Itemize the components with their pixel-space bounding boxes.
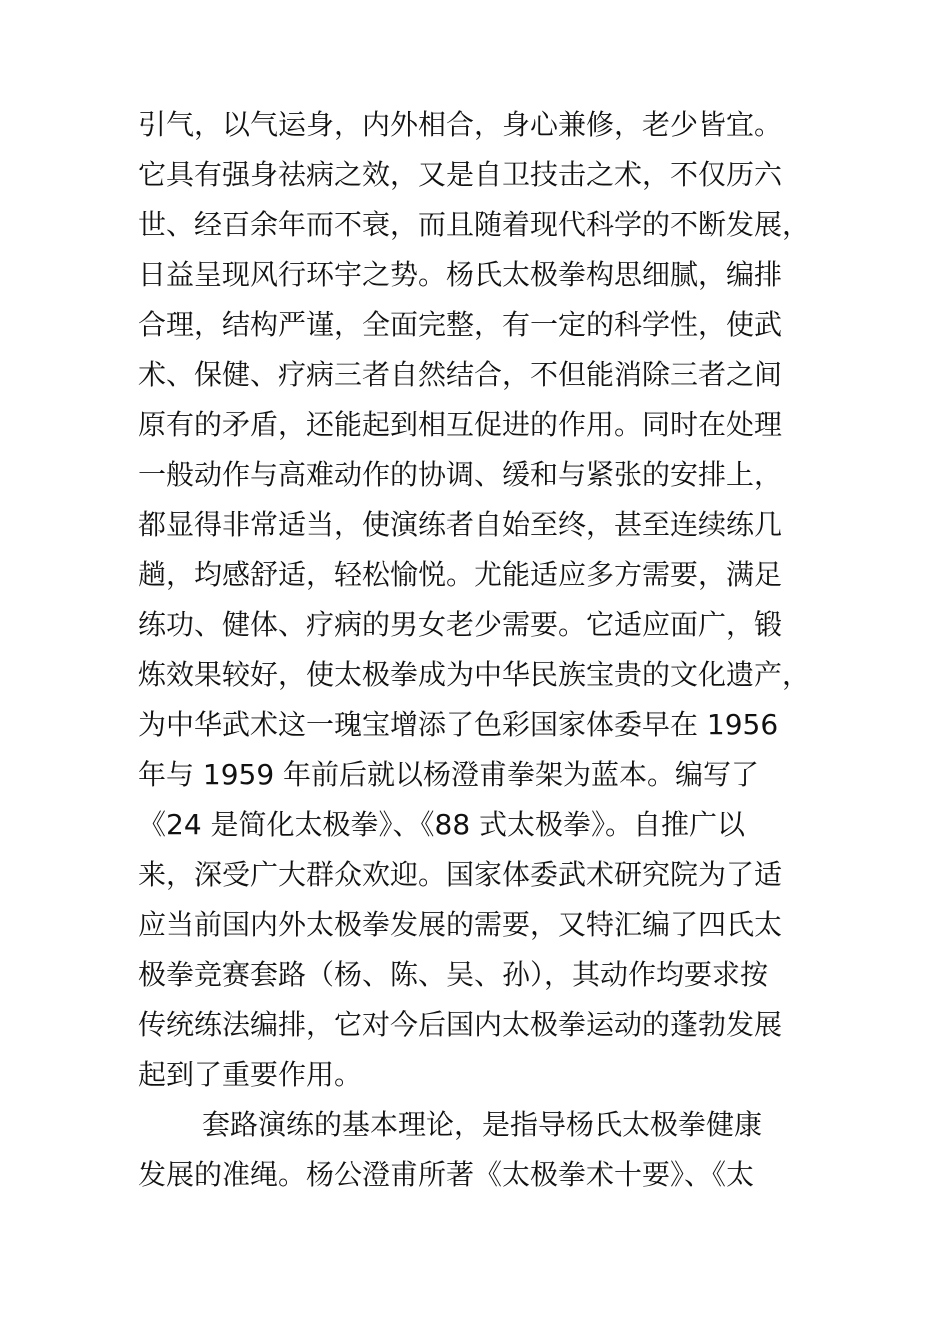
text-line: 极拳竞赛套路（杨、陈、吴、孙），其动作均要求按 (138, 958, 769, 991)
text-line: 都显得非常适当，使演练者自始至终，甚至连续练几 (138, 508, 783, 541)
body-text (138, 100, 838, 1200)
text-line: 术、保健、疗病三者自然结合，不但能消除三者之间 (138, 358, 783, 391)
text-line: 《24 是简化太极拳》、《88 式太极拳》。自推广以 (138, 808, 746, 841)
text-line: 趟，均感舒适，轻松愉悦。尤能适应多方需要，满足 (138, 558, 783, 591)
text-line: 合理，结构严谨，全面完整，有一定的科学性，使武 (138, 308, 783, 341)
text-line: 为中华武术这一瑰宝增添了色彩国家体委早在 1956 (138, 708, 779, 741)
text-line: 传统练法编排，它对今后国内太极拳运动的蓬勃发展 (138, 1008, 783, 1041)
text-line: 练功、健体、疗病的男女老少需要。它适应面广，锻 (138, 608, 783, 641)
text-line: 年与 1959 年前后就以杨澄甫拳架为蓝本。编写了 (138, 758, 760, 791)
text-line: 一般动作与高难动作的协调、缓和与紧张的安排上， (138, 458, 783, 491)
text-line: 原有的矛盾，还能起到相互促进的作用。同时在处理 (138, 408, 783, 441)
text-line: 世、经百余年而不衰，而且随着现代科学的不断发展， (138, 208, 811, 241)
text-line: 炼效果较好，使太极拳成为中华民族宝贵的文化遗产， (138, 658, 811, 691)
text-line: 应当前国内外太极拳发展的需要，又特汇编了四氏太 (138, 908, 783, 941)
text-line: 引气，以气运身，内外相合，身心兼修，老少皆宜。 (138, 108, 783, 141)
text-line: 来，深受广大群众欢迎。国家体委武术研究院为了适 (138, 858, 783, 891)
text-line: 日益呈现风行环宇之势。杨氏太极拳构思细腻，编排 (138, 258, 783, 291)
text-line: 发展的准绳。杨公澄甫所著《太极拳术十要》、《太 (138, 1158, 755, 1191)
text-line: 它具有强身祛病之效，又是自卫技击之术，不仅历六 (138, 158, 783, 191)
paragraph-start-line: 套路演练的基本理论，是指导杨氏太极拳健康 (202, 1108, 763, 1141)
text-line: 起到了重要作用。 (138, 1058, 363, 1091)
